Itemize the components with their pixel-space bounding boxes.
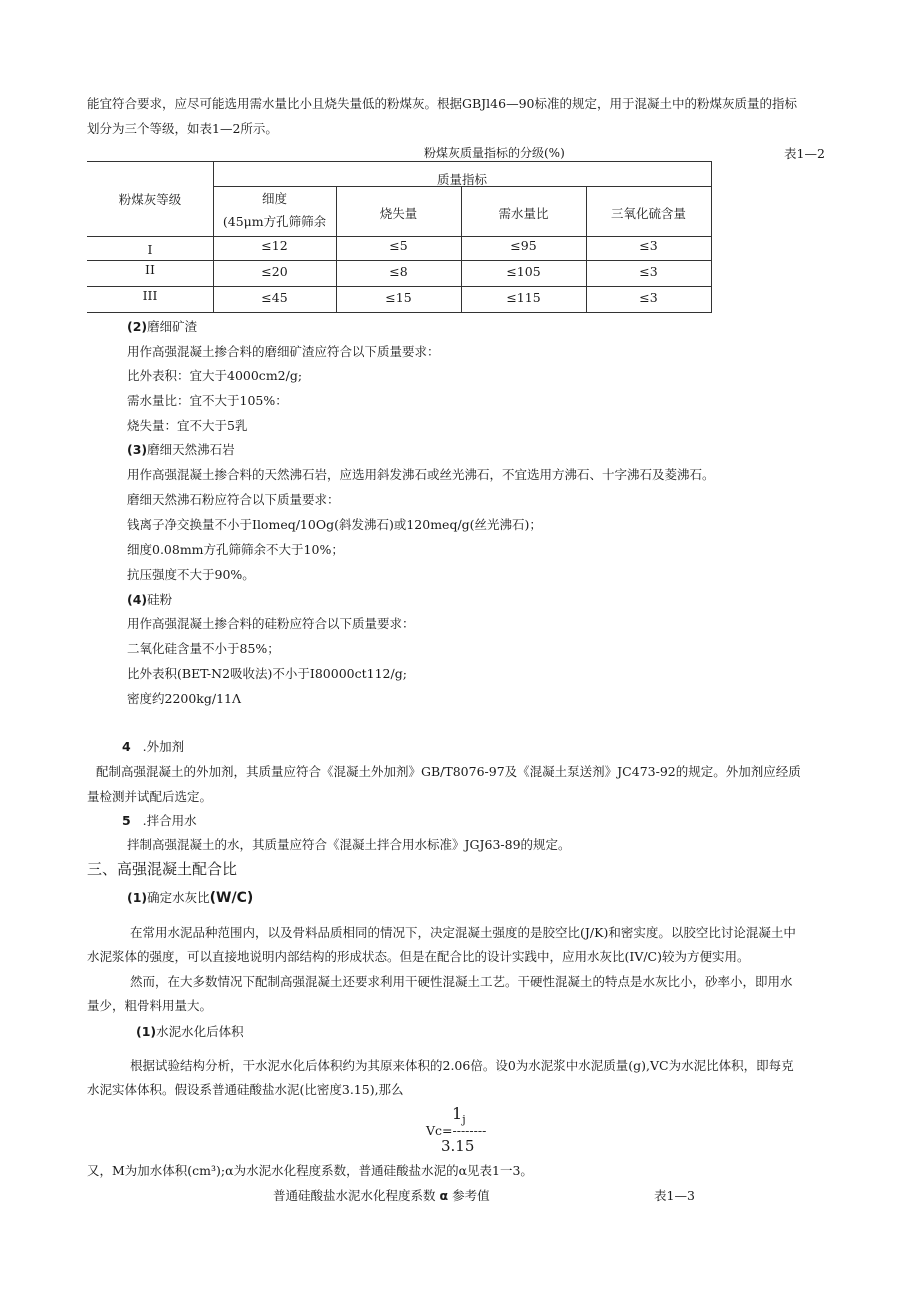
table-1-3-alpha: α <box>439 1188 449 1203</box>
grade-header: 粉煤灰等级 <box>118 192 182 207</box>
zeolite-item: 细度0.08mm方孔筛筛余不大于10%； <box>127 542 344 557</box>
fineness-header-line2: (45μm方孔筛筛余 <box>222 214 327 229</box>
admixture-line-2: 量检测并试配后选定。 <box>87 789 213 804</box>
p3-line-2: 水泥实体体积。假设系普通硅酸盐水泥(比密度3.15),那么 <box>87 1082 404 1097</box>
intro-line-2: 划分为三个等级，如表1—2所示。 <box>87 121 278 136</box>
so3-header: 三氧化硫含量 <box>610 206 686 221</box>
water-line-1: 拌制高强混凝土的水，其质量应符合《混凝土拌合用水标准》JGJ63-89的规定。 <box>127 837 571 852</box>
fineness-header-line1: 细度 <box>261 191 287 206</box>
water-cell: ≤115 <box>506 290 541 305</box>
fineness-cell: ≤45 <box>261 290 288 305</box>
slag-item: 烧失量：宜不大于5乳 <box>127 418 248 433</box>
silica-heading-num: (4) <box>127 592 148 607</box>
silica-item: 二氧化硅含量不小于85%； <box>127 641 280 656</box>
table-number: 表1—2 <box>784 146 825 161</box>
zeolite-item: 抗压强度不大于90%。 <box>127 567 255 582</box>
slag-heading-text: 磨细矿渣 <box>147 319 198 334</box>
slag-heading <box>127 317 197 335</box>
silica-item: 比外表积(BET-N2吸收法)不小于I80000ct112∕g; <box>127 666 407 681</box>
sub1-text: 确定水灰比 <box>147 890 210 905</box>
loss-header: 烧失量 <box>379 206 418 221</box>
p2-line-2: 量少，粗骨料用量大。 <box>87 998 213 1013</box>
admixture-num: 4 <box>122 739 131 754</box>
table-1-3-title <box>273 1186 490 1204</box>
fineness-cell: ≤20 <box>261 264 288 279</box>
zeolite-intro: 用作高强混凝土掺合料的天然沸石岩，应选用斜发沸石或丝光沸石，不宜选用方沸石、十字沸石及菱沸石。 <box>127 467 715 482</box>
formula-numerator-sub: j <box>462 1113 466 1127</box>
table-title: 粉煤灰质量指标的分级(%) <box>424 146 565 160</box>
silica-heading-text: 硅粉 <box>147 592 173 607</box>
so3-cell: ≤3 <box>639 290 658 305</box>
p4: 又，M为加水体积(cm³);α为水泥水化程度系数，普通硅酸盐水泥的α见表1一3。 <box>87 1163 533 1178</box>
grade-cell: III <box>142 288 158 303</box>
admixture-heading <box>122 737 184 755</box>
slag-item: 比外表积：宜大于4000cm2∕g; <box>127 368 303 383</box>
so3-cell: ≤3 <box>639 264 658 279</box>
sub2-text: 水泥水化后体积 <box>156 1024 244 1039</box>
water-cell: ≤95 <box>510 238 537 253</box>
grade-cell: I <box>147 242 153 257</box>
formula-lhs <box>426 1123 486 1138</box>
formula-lhs-text: Vc= <box>426 1123 453 1138</box>
formula-numerator-value: 1 <box>452 1104 463 1123</box>
grade-cell: II <box>145 262 155 277</box>
formula-denominator: 3.15 <box>441 1137 475 1155</box>
p1-line-2: 水泥浆体的强度，可以直接地说明内部结构的形成状态。但是在配合比的设计实践中，应用水灰比(IV/C)较为方便实用。 <box>87 949 750 964</box>
silica-intro: 用作高强混凝土掺合料的硅粉应符合以下质量要求： <box>127 616 415 631</box>
p3-line-1: 根据试验结构分析，干水泥水化后体积约为其原来体积的2.06倍。设0为水泥浆中水泥质量(g),VC为水泥比体积，即每克 <box>130 1058 794 1073</box>
water-cell: ≤105 <box>506 264 541 279</box>
zeolite-heading-num: (3) <box>127 442 148 457</box>
water-heading <box>122 811 197 829</box>
sub2-num: (1) <box>136 1024 157 1039</box>
zeolite-heading-text: 磨细天然沸石岩 <box>147 442 235 457</box>
so3-cell: ≤3 <box>639 238 658 253</box>
table-1-3-ref: 参考值 <box>452 1188 490 1203</box>
section-3-title: 三、高强混凝土配合比 <box>87 860 238 878</box>
water-num: 5 <box>122 813 131 828</box>
water-ratio-header: 需水量比 <box>498 206 549 221</box>
slag-item: 需水量比：宜不大于105%： <box>127 393 288 408</box>
zeolite-heading <box>127 440 235 458</box>
water-title: .拌合用水 <box>142 813 197 828</box>
intro-line-1: 能宜符合要求，应尽可能选用需水量比小且烧失量低的粉煤灰。根据GBJl46—90标准的规定，用于混凝土中的粉煤灰质量的指标 <box>87 96 797 111</box>
sub1-heading <box>127 888 253 906</box>
table-1-3-title-text: 普通硅酸盐水泥水化程度系数 <box>273 1188 436 1203</box>
formula-dashes: -------- <box>452 1123 487 1138</box>
p1-line-1: 在常用水泥品种范围内，以及骨料品质相同的情况下，决定混凝土强度的是胶空比(J/K)和密实度。以胶空比讨论混凝土中 <box>130 925 796 940</box>
p2-line-1: 然而，在大多数情况下配制高强混凝土还要求利用干硬性混凝土工艺。干硬性混凝土的特点是水灰比小，砂率小，即用水 <box>130 974 793 989</box>
sub2-heading <box>136 1022 244 1040</box>
loss-cell: ≤8 <box>389 264 408 279</box>
quality-index-header: 质量指标 <box>436 172 487 187</box>
silica-heading <box>127 590 172 608</box>
zeolite-item: 钱离子净交换量不小于Ilomeq/10Og(斜发沸石)或120meq∕g(丝光沸石)； <box>127 517 542 532</box>
slag-intro: 用作高强混凝土掺合料的磨细矿渣应符合以下质量要求： <box>127 344 440 359</box>
admixture-title: .外加剂 <box>142 739 185 754</box>
sub1-wc: (W/C) <box>209 890 254 906</box>
silica-item: 密度约2200kg∕11Λ <box>127 691 242 706</box>
table-1-3-number: 表1—3 <box>654 1188 695 1203</box>
sub1-num: (1) <box>127 890 148 905</box>
admixture-line-1: 配制高强混凝土的外加剂，其质量应符合《混凝土外加剂》GB/T8076-97及《混凝土泵送剂》JC473-92的规定。外加剂应经质 <box>96 764 801 779</box>
slag-heading-num: (2) <box>127 319 148 334</box>
zeolite-intro-2: 磨细天然沸石粉应符合以下质量要求： <box>127 492 340 507</box>
fineness-cell: ≤12 <box>261 238 288 253</box>
loss-cell: ≤5 <box>389 238 408 253</box>
loss-cell: ≤15 <box>385 290 412 305</box>
